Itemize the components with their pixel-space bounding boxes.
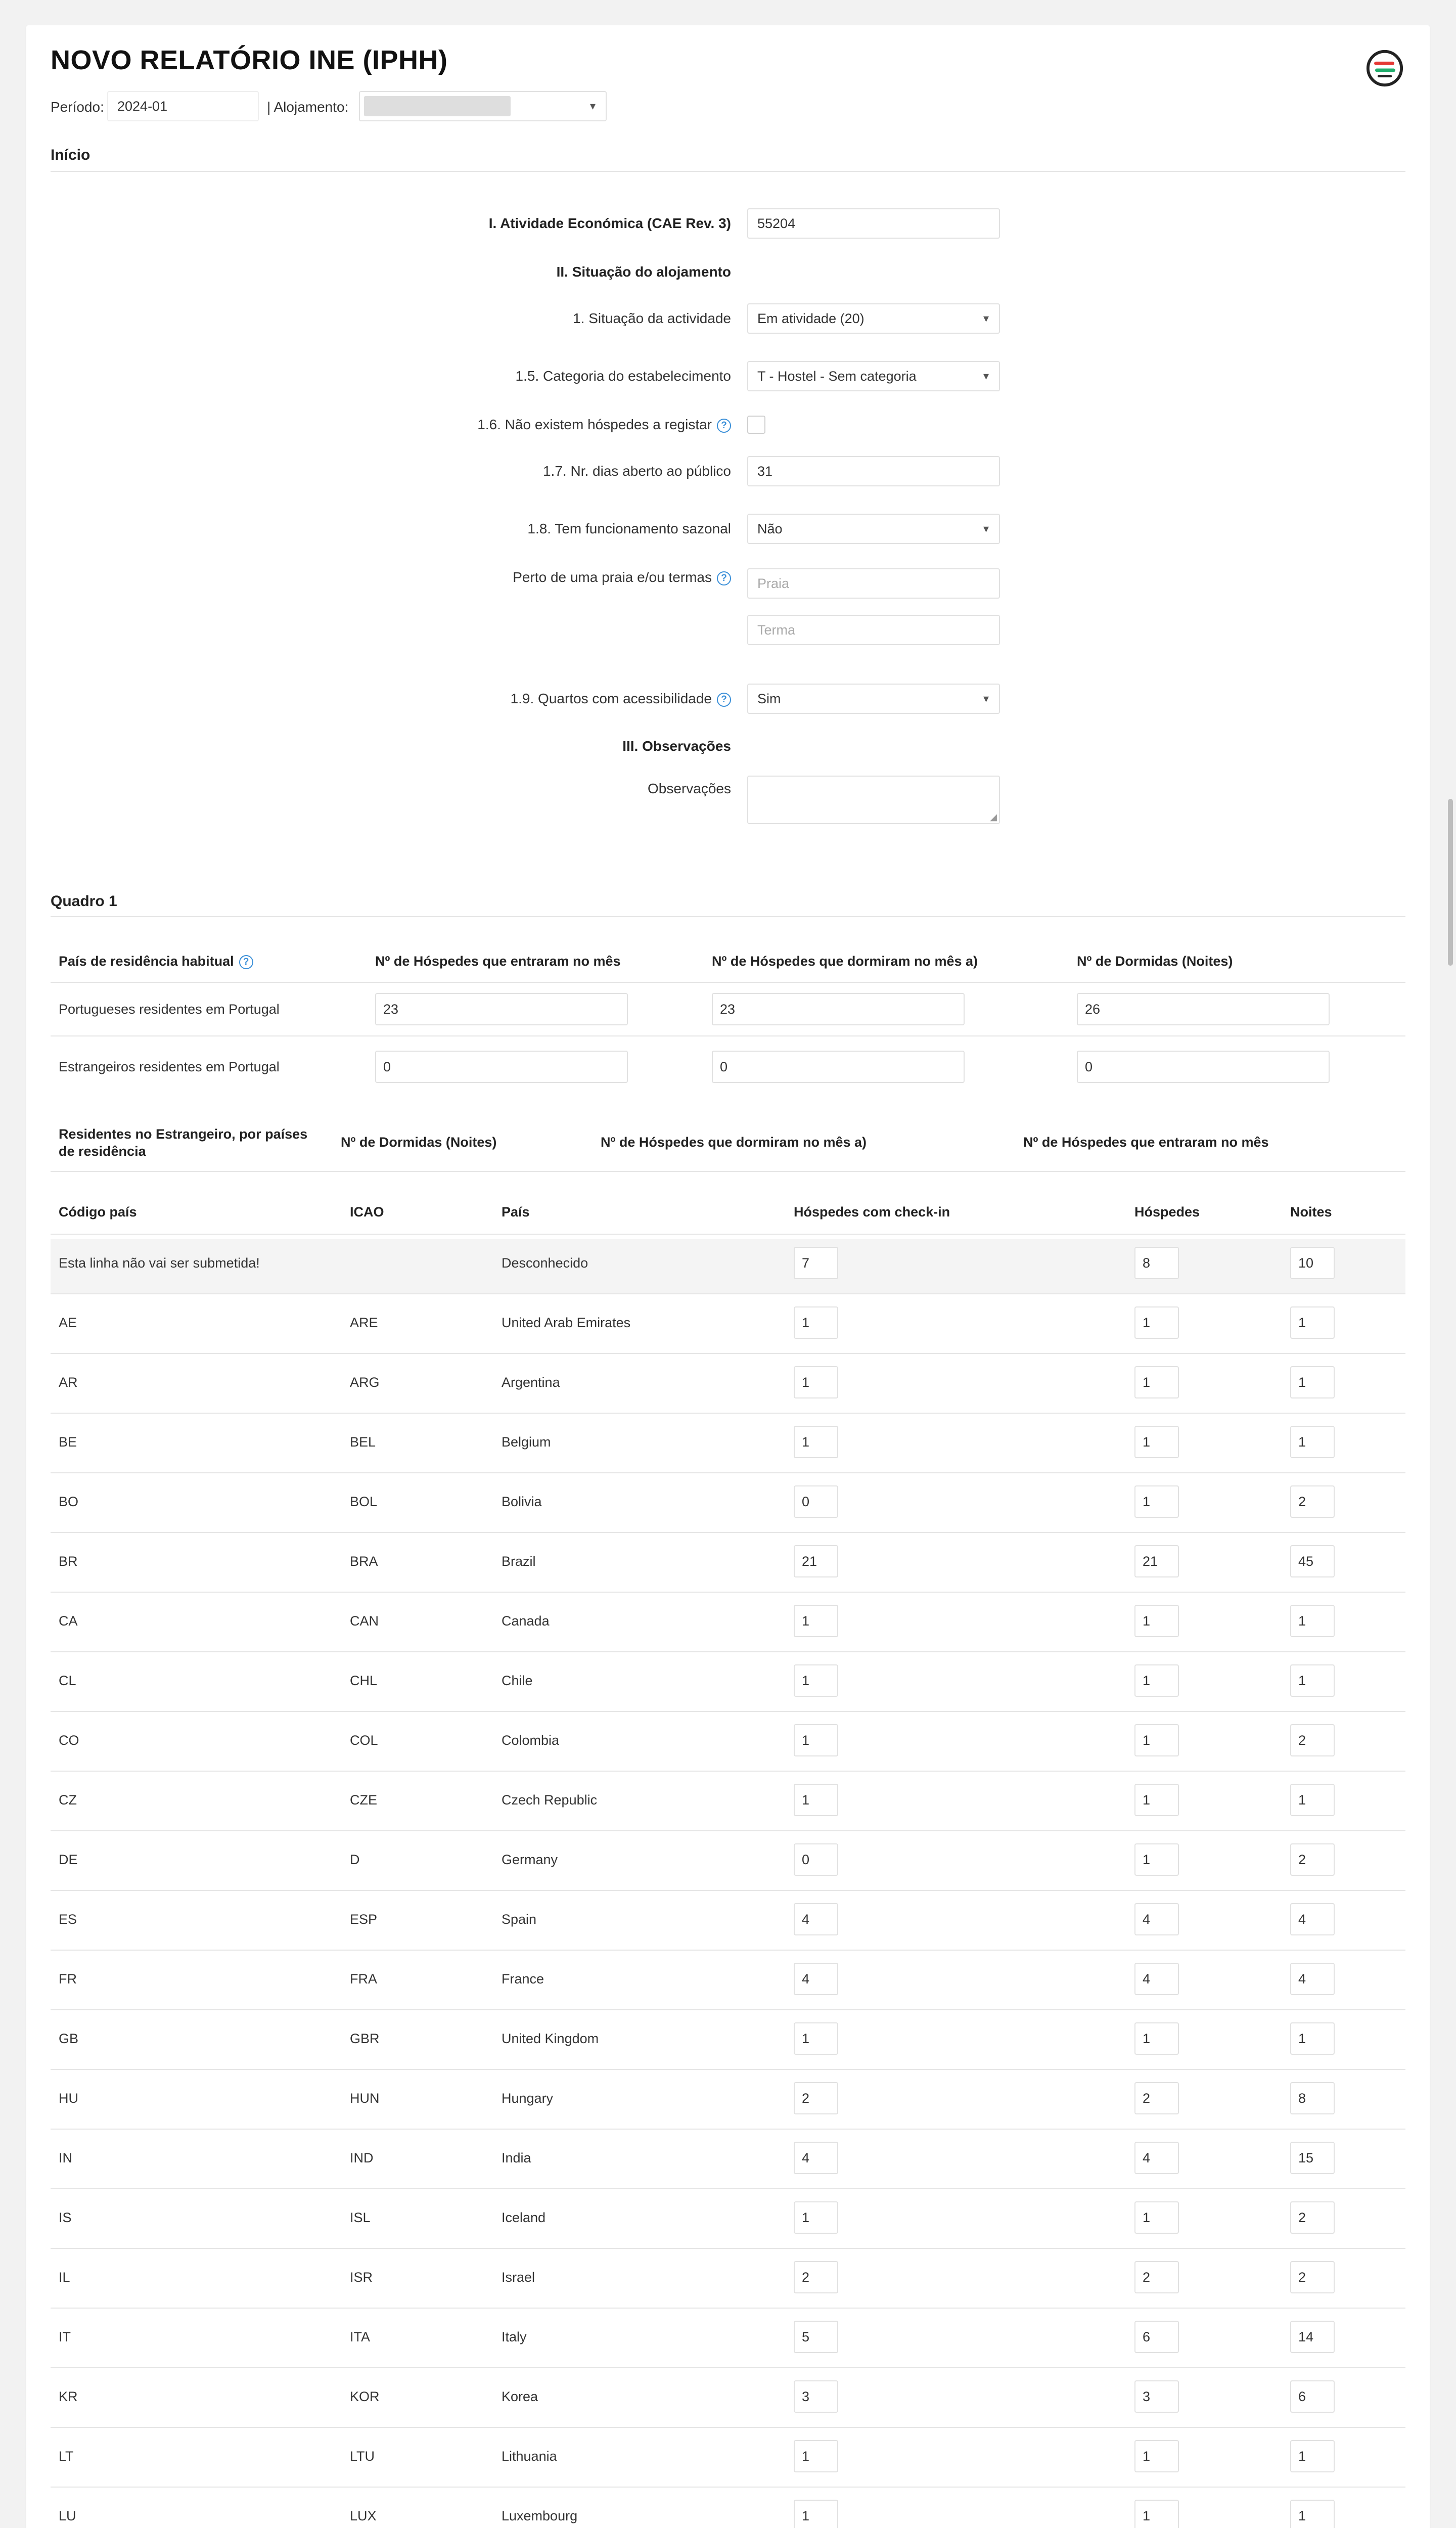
country-name: Czech Republic bbox=[502, 1792, 598, 1808]
q1-portugueses-entraram-input[interactable]: 23 bbox=[375, 993, 628, 1025]
nights-input[interactable]: 1 bbox=[1290, 1664, 1335, 1697]
checkin-input[interactable]: 1 bbox=[794, 1784, 838, 1816]
country-code: CZ bbox=[59, 1792, 77, 1808]
atividade-value: Em atividade (20) bbox=[757, 311, 864, 326]
guests-input[interactable]: 1 bbox=[1134, 1724, 1179, 1756]
table-row-divider bbox=[51, 2427, 1405, 2428]
col-header-pais: País bbox=[502, 1204, 530, 1220]
country-name: France bbox=[502, 1971, 544, 1987]
guests-input[interactable]: 2 bbox=[1134, 2261, 1179, 2293]
divider bbox=[51, 1035, 1405, 1036]
q1-header-entraram: Nº de Hóspedes que entraram no mês bbox=[375, 954, 621, 969]
country-icao: ITA bbox=[350, 2329, 370, 2344]
country-name: Canada bbox=[502, 1613, 550, 1629]
checkin-input[interactable]: 7 bbox=[794, 1247, 838, 1279]
guests-input[interactable]: 2 bbox=[1134, 2082, 1179, 2114]
q1-header-dormiram: Nº de Hóspedes que dormiram no mês a) bbox=[712, 954, 978, 969]
cae-input[interactable]: 55204 bbox=[747, 208, 1000, 239]
categoria-value: T - Hostel - Sem categoria bbox=[757, 369, 917, 384]
table-row-divider bbox=[51, 2129, 1405, 2130]
q1-subheader-residentes: Residentes no Estrangeiro, por países de residência bbox=[59, 1126, 308, 1159]
country-icao: ARE bbox=[350, 1315, 378, 1330]
guests-input[interactable]: 1 bbox=[1134, 1426, 1179, 1458]
country-name: United Kingdom bbox=[502, 2031, 599, 2046]
country-name: Argentina bbox=[502, 1375, 560, 1390]
help-icon[interactable]: ? bbox=[717, 571, 731, 585]
country-name: Desconhecido bbox=[502, 1255, 588, 1271]
country-code: IT bbox=[59, 2329, 71, 2344]
table-row-divider bbox=[51, 1950, 1405, 1951]
guests-input[interactable]: 1 bbox=[1134, 1605, 1179, 1637]
chevron-down-icon: ▾ bbox=[589, 100, 596, 112]
guests-input[interactable]: 4 bbox=[1134, 2142, 1179, 2174]
country-code: IN bbox=[59, 2150, 72, 2165]
col-header-noites: Noites bbox=[1290, 1204, 1332, 1220]
country-icao: COL bbox=[350, 1733, 378, 1748]
guests-input[interactable]: 4 bbox=[1134, 1963, 1179, 1995]
section-inicio: Início bbox=[51, 147, 90, 163]
country-code: BE bbox=[59, 1434, 77, 1450]
divider bbox=[51, 1234, 1405, 1235]
checkin-input[interactable]: 4 bbox=[794, 1903, 838, 1935]
country-icao: BOL bbox=[350, 1494, 378, 1509]
country-code: GB bbox=[59, 2031, 79, 2046]
quartos-acess-value: Sim bbox=[757, 691, 781, 706]
checkin-input[interactable]: 5 bbox=[794, 2321, 838, 2353]
praia-text: Perto de uma praia e/ou termas bbox=[513, 569, 712, 585]
guests-input[interactable]: 1 bbox=[1134, 2500, 1179, 2528]
table-row-divider bbox=[51, 1771, 1405, 1772]
nao-existem-checkbox[interactable] bbox=[747, 416, 765, 434]
country-icao: KOR bbox=[350, 2389, 380, 2404]
checkin-input[interactable]: 1 bbox=[794, 1664, 838, 1697]
guests-input[interactable]: 1 bbox=[1134, 2440, 1179, 2472]
nights-input[interactable]: 1 bbox=[1290, 1366, 1335, 1398]
nights-input[interactable]: 1 bbox=[1290, 1605, 1335, 1637]
situacao-title: II. Situação do alojamento bbox=[556, 264, 731, 280]
nights-input[interactable]: 2 bbox=[1290, 2261, 1335, 2293]
q1-portugueses-dormiram-input[interactable]: 23 bbox=[712, 993, 965, 1025]
nights-input[interactable]: 1 bbox=[1290, 1426, 1335, 1458]
country-code: CO bbox=[59, 1733, 79, 1748]
guests-input[interactable]: 1 bbox=[1134, 1366, 1179, 1398]
divider bbox=[51, 1171, 1405, 1172]
country-code: DE bbox=[59, 1852, 78, 1867]
country-icao: LUX bbox=[350, 2508, 377, 2523]
table-row-divider bbox=[51, 1830, 1405, 1831]
country-icao: ESP bbox=[350, 1912, 378, 1927]
nights-input[interactable]: 2 bbox=[1290, 2201, 1335, 2234]
checkin-input[interactable]: 21 bbox=[794, 1545, 838, 1577]
dias-input[interactable]: 31 bbox=[747, 456, 1000, 486]
checkin-input[interactable]: 1 bbox=[794, 1306, 838, 1339]
chevron-down-icon: ▾ bbox=[983, 522, 989, 535]
country-name: Hungary bbox=[502, 2091, 554, 2106]
country-icao: D bbox=[350, 1852, 360, 1867]
nights-input[interactable]: 45 bbox=[1290, 1545, 1335, 1577]
q1-row-label: Portugueses residentes em Portugal bbox=[59, 1002, 280, 1017]
nights-input[interactable]: 10 bbox=[1290, 1247, 1335, 1279]
country-icao: ISR bbox=[350, 2270, 373, 2285]
guests-input[interactable]: 1 bbox=[1134, 1664, 1179, 1697]
country-code: LU bbox=[59, 2508, 76, 2523]
country-code: IS bbox=[59, 2210, 72, 2225]
country-name: Luxembourg bbox=[502, 2508, 578, 2523]
guests-input[interactable]: 1 bbox=[1134, 1784, 1179, 1816]
country-name: Colombia bbox=[502, 1733, 560, 1748]
nights-input[interactable]: 2 bbox=[1290, 1485, 1335, 1518]
table-row-divider bbox=[51, 2308, 1405, 2309]
country-icao: LTU bbox=[350, 2449, 375, 2464]
country-icao: CZE bbox=[350, 1792, 377, 1808]
country-icao: FRA bbox=[350, 1971, 377, 1987]
nights-input[interactable]: 4 bbox=[1290, 1903, 1335, 1935]
country-code: IL bbox=[59, 2270, 70, 2285]
quartos-acess-select[interactable] bbox=[747, 684, 1000, 714]
scrollbar-thumb[interactable] bbox=[1448, 799, 1453, 966]
nights-input[interactable]: 1 bbox=[1290, 2440, 1335, 2472]
guests-input[interactable]: 8 bbox=[1134, 1247, 1179, 1279]
checkin-input[interactable]: 1 bbox=[794, 2201, 838, 2234]
country-name: Brazil bbox=[502, 1554, 536, 1569]
country-code: Esta linha não vai ser submetida! bbox=[59, 1255, 260, 1271]
nights-input[interactable]: 8 bbox=[1290, 2082, 1335, 2114]
q1-subheader-dormiram: Nº de Hóspedes que dormiram no mês a) bbox=[601, 1135, 867, 1150]
nights-input[interactable]: 1 bbox=[1290, 2022, 1335, 2055]
checkin-input[interactable]: 1 bbox=[794, 1426, 838, 1458]
guests-input[interactable]: 1 bbox=[1134, 1485, 1179, 1518]
q1-subheader-entraram: Nº de Hóspedes que entraram no mês bbox=[1023, 1135, 1269, 1150]
country-code: FR bbox=[59, 1971, 77, 1987]
country-name: Italy bbox=[502, 2329, 527, 2344]
nights-input[interactable]: 1 bbox=[1290, 2500, 1335, 2528]
sazonal-select[interactable] bbox=[747, 514, 1000, 544]
table-row-divider bbox=[51, 2367, 1405, 2368]
q1-row-label: Estrangeiros residentes em Portugal bbox=[59, 1059, 280, 1074]
dias-label: 1.7. Nr. dias aberto ao público bbox=[542, 463, 731, 479]
checkin-input[interactable]: 0 bbox=[794, 1843, 838, 1876]
col-header-checkin: Hóspedes com check-in bbox=[794, 1204, 950, 1220]
guests-input[interactable]: 1 bbox=[1134, 2022, 1179, 2055]
checkin-input[interactable]: 4 bbox=[794, 2142, 838, 2174]
country-icao: ARG bbox=[350, 1375, 380, 1390]
q1-portugueses-dormidas-input[interactable]: 26 bbox=[1077, 993, 1330, 1025]
sazonal-value: Não bbox=[757, 521, 783, 536]
country-code: BO bbox=[59, 1494, 79, 1509]
nights-input[interactable]: 2 bbox=[1290, 1724, 1335, 1756]
guests-input[interactable]: 4 bbox=[1134, 1903, 1179, 1935]
country-icao: CAN bbox=[350, 1613, 379, 1629]
alojamento-select[interactable] bbox=[359, 91, 607, 121]
guests-input[interactable]: 21 bbox=[1134, 1545, 1179, 1577]
atividade-select[interactable] bbox=[747, 303, 1000, 334]
nights-input[interactable]: 14 bbox=[1290, 2321, 1335, 2353]
country-name: Lithuania bbox=[502, 2449, 557, 2464]
praia-label bbox=[513, 562, 731, 593]
country-icao: GBR bbox=[350, 2031, 380, 2046]
table-row-divider bbox=[51, 2188, 1405, 2189]
atividade-label: 1. Situação da actividade bbox=[573, 310, 731, 326]
table-row-divider bbox=[51, 1592, 1405, 1593]
help-icon[interactable]: ? bbox=[239, 955, 253, 969]
help-icon[interactable]: ? bbox=[717, 693, 731, 707]
divider bbox=[51, 171, 1405, 172]
col-header-codigo: Código país bbox=[59, 1204, 137, 1220]
country-name: India bbox=[502, 2150, 531, 2165]
observacoes-textarea[interactable] bbox=[747, 776, 1000, 824]
col-header-icao: ICAO bbox=[350, 1204, 384, 1220]
resize-handle-icon[interactable]: ◢ bbox=[990, 812, 997, 822]
checkin-input[interactable]: 1 bbox=[794, 2500, 838, 2528]
country-icao: IND bbox=[350, 2150, 374, 2165]
country-name: Spain bbox=[502, 1912, 537, 1927]
categoria-select[interactable] bbox=[747, 361, 1000, 391]
country-name: Belgium bbox=[502, 1434, 551, 1450]
nao-existem-label bbox=[477, 410, 731, 440]
cae-label: I. Atividade Económica (CAE Rev. 3) bbox=[488, 215, 731, 231]
country-code: AE bbox=[59, 1315, 77, 1330]
divider bbox=[51, 982, 1405, 983]
country-name: Germany bbox=[502, 1852, 558, 1867]
table-row-divider bbox=[51, 1472, 1405, 1473]
country-name: Bolivia bbox=[502, 1494, 542, 1509]
checkin-input[interactable]: 1 bbox=[794, 1366, 838, 1398]
q1-header-residencia-text: País de residência habitual bbox=[59, 954, 234, 969]
country-name: Israel bbox=[502, 2270, 535, 2285]
period-label: Período: bbox=[51, 99, 104, 115]
checkin-input[interactable]: 2 bbox=[794, 2082, 838, 2114]
quartos-acess-label bbox=[511, 684, 731, 714]
country-name: United Arab Emirates bbox=[502, 1315, 631, 1330]
checkin-input[interactable]: 3 bbox=[794, 2380, 838, 2413]
alojamento-label: | Alojamento: bbox=[267, 99, 349, 115]
categoria-label: 1.5. Categoria do estabelecimento bbox=[515, 368, 731, 384]
table-row-divider bbox=[51, 1532, 1405, 1533]
nights-input[interactable]: 1 bbox=[1290, 1306, 1335, 1339]
guests-input[interactable]: 6 bbox=[1134, 2321, 1179, 2353]
checkin-input[interactable]: 1 bbox=[794, 1605, 838, 1637]
table-row-divider bbox=[51, 1651, 1405, 1652]
country-code: CL bbox=[59, 1673, 76, 1688]
chevron-down-icon: ▾ bbox=[983, 370, 989, 382]
table-row-divider bbox=[51, 2487, 1405, 2488]
checkin-input[interactable]: 2 bbox=[794, 2261, 838, 2293]
divider bbox=[51, 916, 1405, 917]
country-icao: HUN bbox=[350, 2091, 380, 2106]
q1-estrangeiros-entraram-input[interactable]: 0 bbox=[375, 1051, 628, 1083]
table-row-divider bbox=[51, 1711, 1405, 1712]
q1-estrangeiros-dormidas-input[interactable]: 0 bbox=[1077, 1051, 1330, 1083]
guests-input[interactable]: 1 bbox=[1134, 1843, 1179, 1876]
nao-existem-text: 1.6. Não existem hóspedes a registar bbox=[477, 417, 712, 432]
country-name: Korea bbox=[502, 2389, 538, 2404]
country-icao: BEL bbox=[350, 1434, 376, 1450]
nights-input[interactable]: 15 bbox=[1290, 2142, 1335, 2174]
table-row-divider bbox=[51, 2009, 1405, 2010]
country-code: CA bbox=[59, 1613, 78, 1629]
quartos-acess-text: 1.9. Quartos com acessibilidade bbox=[510, 691, 712, 706]
country-code: ES bbox=[59, 1912, 77, 1927]
q1-subheader-dormidas: Nº de Dormidas (Noites) bbox=[341, 1135, 497, 1150]
country-icao: BRA bbox=[350, 1554, 378, 1569]
table-row-divider bbox=[51, 1413, 1405, 1414]
country-code: BR bbox=[59, 1554, 78, 1569]
sazonal-label: 1.8. Tem funcionamento sazonal bbox=[527, 521, 731, 536]
col-header-hospedes: Hóspedes bbox=[1134, 1204, 1200, 1220]
observacoes-title: III. Observações bbox=[622, 738, 731, 754]
q1-header-residencia bbox=[59, 954, 253, 969]
country-code: LT bbox=[59, 2449, 74, 2464]
checkin-input[interactable]: 4 bbox=[794, 1963, 838, 1995]
praia-input[interactable]: Praia bbox=[747, 568, 1000, 599]
table-row-divider bbox=[51, 1890, 1405, 1891]
q1-header-dormidas: Nº de Dormidas (Noites) bbox=[1077, 954, 1233, 969]
table-row-divider bbox=[51, 2248, 1405, 2249]
country-name: Chile bbox=[502, 1673, 533, 1688]
checkin-input[interactable]: 1 bbox=[794, 2440, 838, 2472]
section-quadro1: Quadro 1 bbox=[51, 893, 117, 910]
chevron-down-icon: ▾ bbox=[983, 692, 989, 705]
guests-input[interactable]: 1 bbox=[1134, 1306, 1179, 1339]
q1-estrangeiros-dormiram-input[interactable]: 0 bbox=[712, 1051, 965, 1083]
page-title: NOVO RELATÓRIO INE (IPHH) bbox=[51, 45, 448, 75]
guests-input[interactable]: 3 bbox=[1134, 2380, 1179, 2413]
country-code: AR bbox=[59, 1375, 78, 1390]
alojamento-placeholder-bar bbox=[364, 96, 511, 116]
table-row-divider bbox=[51, 2069, 1405, 2070]
hostkit-logo bbox=[1365, 49, 1404, 88]
country-icao: ISL bbox=[350, 2210, 371, 2225]
termas-input[interactable]: Terma bbox=[747, 615, 1000, 645]
country-icao: CHL bbox=[350, 1673, 378, 1688]
observacoes-label: Observações bbox=[648, 781, 731, 796]
nights-input[interactable]: 6 bbox=[1290, 2380, 1335, 2413]
nights-input[interactable]: 2 bbox=[1290, 1843, 1335, 1876]
country-name: Iceland bbox=[502, 2210, 546, 2225]
period-input[interactable]: 2024-01 bbox=[107, 91, 259, 121]
table-row-divider bbox=[51, 1293, 1405, 1294]
nights-input[interactable]: 4 bbox=[1290, 1963, 1335, 1995]
country-code: KR bbox=[59, 2389, 78, 2404]
checkin-input[interactable]: 1 bbox=[794, 2022, 838, 2055]
chevron-down-icon: ▾ bbox=[983, 312, 989, 325]
country-code: HU bbox=[59, 2091, 78, 2106]
checkin-input[interactable]: 0 bbox=[794, 1485, 838, 1518]
table-row-divider bbox=[51, 1353, 1405, 1354]
checkin-input[interactable]: 1 bbox=[794, 1724, 838, 1756]
guests-input[interactable]: 1 bbox=[1134, 2201, 1179, 2234]
help-icon[interactable]: ? bbox=[717, 419, 731, 433]
nights-input[interactable]: 1 bbox=[1290, 1784, 1335, 1816]
